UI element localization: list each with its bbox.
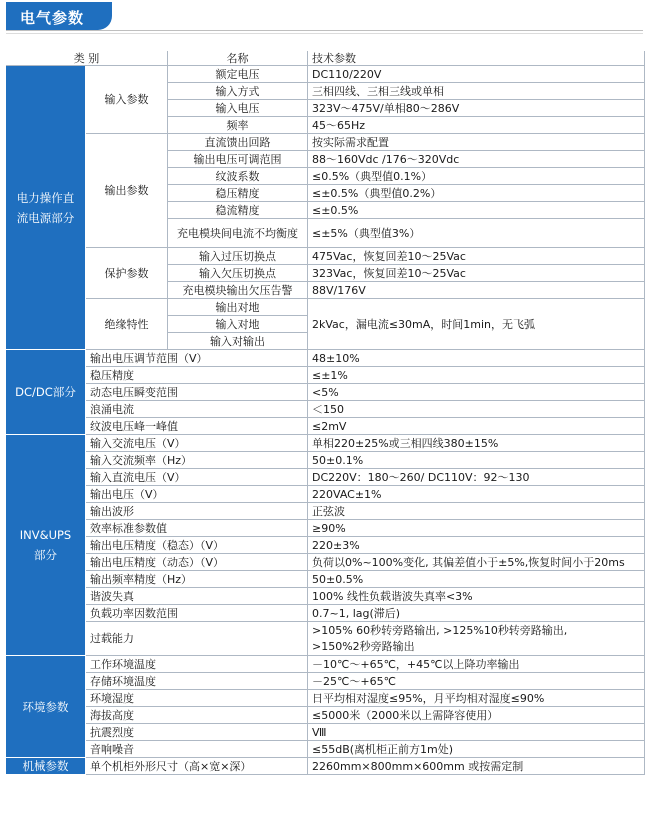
param-value: －10℃～+65℃，+45℃以上降功率输出	[308, 656, 645, 673]
param-value: ≤2mV	[308, 418, 645, 435]
param-value: ≤55dB(离机柜正前方1m处)	[308, 741, 645, 758]
param-value: 三相四线、三相三线或单相	[308, 83, 645, 100]
param-name: 过载能力	[86, 622, 308, 656]
param-name: 音响噪音	[86, 741, 308, 758]
section-label: 电力操作直流电源部分	[6, 66, 86, 350]
header-name: 名称	[168, 51, 308, 66]
param-name: 单个机柜外形尺寸（高×宽×深）	[86, 758, 308, 775]
param-value: 日平均相对湿度≤95%，月平均相对湿度≤90%	[308, 690, 645, 707]
section-label: 机械参数	[6, 758, 86, 775]
param-value: 0.7~1, lag(滞后)	[308, 605, 645, 622]
param-name: 输入过压切换点	[168, 248, 308, 265]
param-value: ≤±5%（典型值3%）	[308, 219, 645, 248]
param-name: 输入电压	[168, 100, 308, 117]
param-value: 220VAC±1%	[308, 486, 645, 503]
param-value: 2260mm×800mm×600mm 或按需定制	[308, 758, 645, 775]
param-name: 动态电压瞬变范围	[86, 384, 308, 401]
param-value: 45～65Hz	[308, 117, 645, 134]
param-value: ≤±0.5%（典型值0.2%）	[308, 185, 645, 202]
section-header	[0, 0, 649, 40]
param-name: 输出波形	[86, 503, 308, 520]
param-value: ≥90%	[308, 520, 645, 537]
param-name: 额定电压	[168, 66, 308, 83]
param-value: DC220V：180～260/ DC110V：92～130	[308, 469, 645, 486]
param-value: 323Vac，恢复回差10～25Vac	[308, 265, 645, 282]
param-value: 负荷以0%~100%变化, 其偏差值小于±5%,恢复时间小于20ms	[308, 554, 645, 571]
param-name: 输入欠压切换点	[168, 265, 308, 282]
param-name: 稳流精度	[168, 202, 308, 219]
header-divider-secondary	[6, 33, 643, 34]
param-value: 50±0.5%	[308, 571, 645, 588]
param-name: 输出电压（V）	[86, 486, 308, 503]
header-category: 类 别	[6, 51, 168, 66]
param-name: 充电模块输出欠压告警	[168, 282, 308, 299]
param-name: 效率标准参数值	[86, 520, 308, 537]
param-value: －25℃～+65℃	[308, 673, 645, 690]
section-label: DC/DC部分	[6, 350, 86, 435]
param-name: 频率	[168, 117, 308, 134]
param-name: 海拔高度	[86, 707, 308, 724]
param-name: 输出电压可调范围	[168, 151, 308, 168]
param-value-line: >105% 60秒转旁路输出, >125%10秒转旁路输出,	[312, 623, 568, 637]
param-value-line: >150%2秒旁路输出	[312, 639, 415, 653]
param-name: 输入方式	[168, 83, 308, 100]
section-label: 环境参数	[6, 656, 86, 758]
param-name: 抗震烈度	[86, 724, 308, 741]
param-name: 工作环境温度	[86, 656, 308, 673]
group-label: 绝缘特性	[86, 299, 168, 350]
param-name: 稳压精度	[86, 367, 308, 384]
param-name: 输入交流电压（V）	[86, 435, 308, 452]
group-label: 输入参数	[86, 66, 168, 134]
param-name: 输出频率精度（Hz）	[86, 571, 308, 588]
param-name: 环境湿度	[86, 690, 308, 707]
param-name: 输出对地	[168, 299, 308, 316]
param-name: 稳压精度	[168, 185, 308, 202]
param-name: 输入对地	[168, 316, 308, 333]
param-value: 88V/176V	[308, 282, 645, 299]
param-name: 输出电压调节范围（V）	[86, 350, 308, 367]
param-value: 单相220±25%或三相四线380±15%	[308, 435, 645, 452]
section-title-tab	[6, 2, 112, 30]
group-label: 输出参数	[86, 134, 168, 248]
param-name: 谐波失真	[86, 588, 308, 605]
param-name: 纹波电压峰一峰值	[86, 418, 308, 435]
param-value: ≤0.5%（典型值0.1%）	[308, 168, 645, 185]
param-name: 直流馈出回路	[168, 134, 308, 151]
param-value: 220±3%	[308, 537, 645, 554]
param-value: 88～160Vdc /176～320Vdc	[308, 151, 645, 168]
param-value: 475Vac，恢复回差10～25Vac	[308, 248, 645, 265]
header-divider	[6, 30, 643, 31]
param-name: 输入对输出	[168, 333, 308, 350]
param-name: 输出电压精度（动态）（V）	[86, 554, 308, 571]
param-value: 323V～475V/单相80～286V	[308, 100, 645, 117]
param-value: ＜150	[308, 401, 645, 418]
param-name: 输出电压精度（稳态）（V）	[86, 537, 308, 554]
section-label: INV&UPS部分	[6, 435, 86, 656]
param-name: 存储环境温度	[86, 673, 308, 690]
group-label: 保护参数	[86, 248, 168, 299]
param-value: 正弦波	[308, 503, 645, 520]
param-value: <5%	[308, 384, 645, 401]
section-title: 电气参数	[20, 9, 85, 27]
param-value: Ⅷ	[308, 724, 645, 741]
param-name: 输入直流电压（V）	[86, 469, 308, 486]
param-name: 负载功率因数范围	[86, 605, 308, 622]
param-value: ≤±1%	[308, 367, 645, 384]
param-name: 浪涌电流	[86, 401, 308, 418]
param-name: 充电模块间电流不均衡度	[168, 219, 308, 248]
param-name: 纹波系数	[168, 168, 308, 185]
param-name: 输入交流频率（Hz）	[86, 452, 308, 469]
param-value: 100% 线性负载谐波失真率<3%	[308, 588, 645, 605]
merged-param-value: 2kVac，漏电流≤30mA，时间1min，无飞弧	[308, 299, 645, 350]
param-value: 50±0.1%	[308, 452, 645, 469]
param-value: 48±10%	[308, 350, 645, 367]
header-spec: 技术参数	[308, 51, 645, 66]
param-value	[308, 622, 645, 656]
param-value: ≤5000米（2000米以上需降容使用）	[308, 707, 645, 724]
param-value: DC110/220V	[308, 66, 645, 83]
param-value: ≤±0.5%	[308, 202, 645, 219]
param-value: 按实际需求配置	[308, 134, 645, 151]
